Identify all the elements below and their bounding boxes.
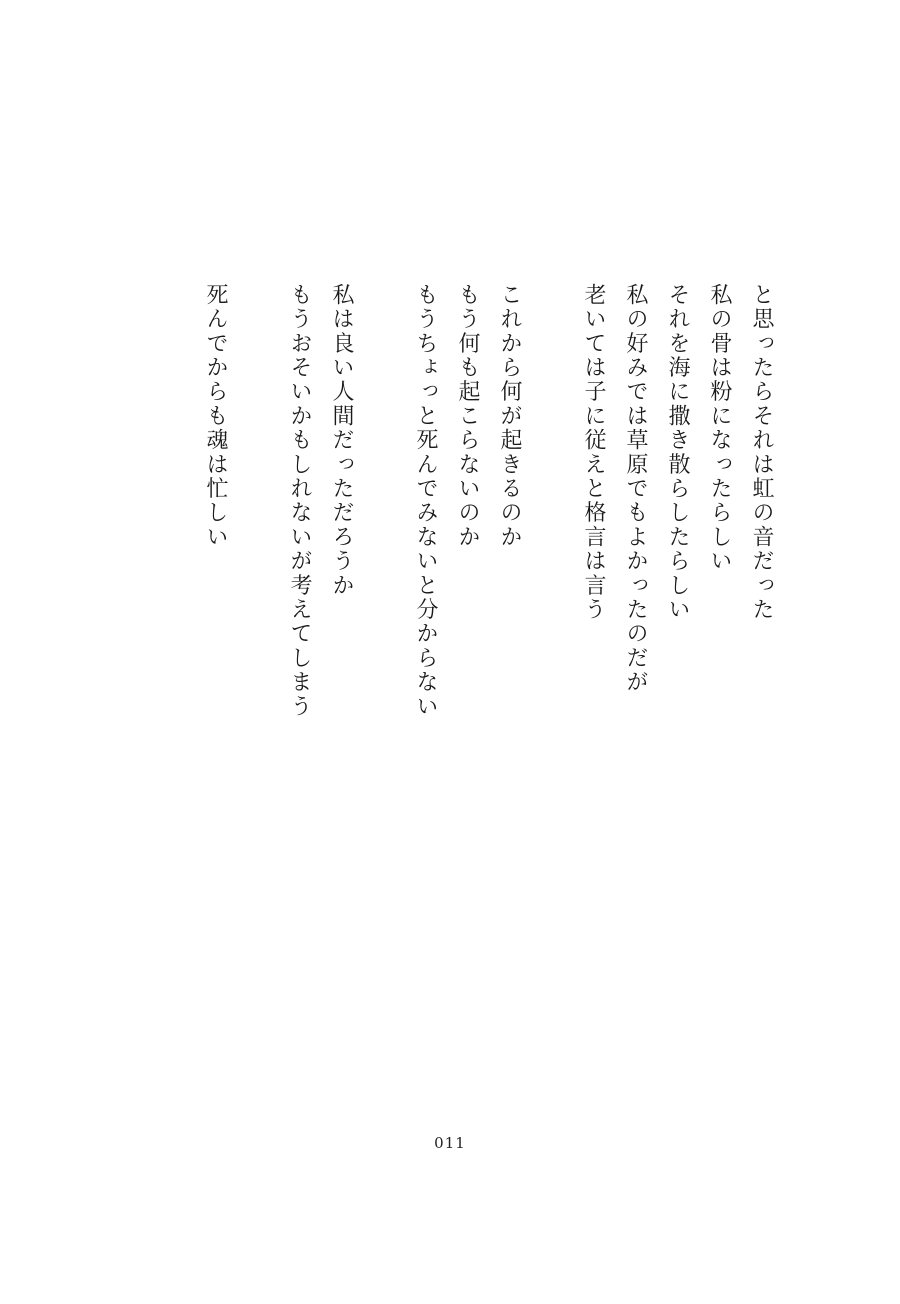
stanza-1 [572,283,782,753]
poem-line: もう何も起こらないのか [455,283,480,550]
stanza-3 [278,283,362,753]
poem-line: 私の好みでは草原でもよかったのだが [623,283,648,695]
poem-line: と思ったらそれは虹の音だった [749,283,774,622]
poem-line: もうちょっと死んでみないと分からない [413,283,438,719]
stanza-2 [404,283,530,753]
poem-line: 私の骨は粉になったらしい [707,283,732,574]
poem-line: 私は良い人間だっただろうか [329,283,354,598]
poem-line: それを海に撒き散らしたらしい [665,283,690,622]
poem-line: もうおそいかもしれないが考えてしまう [287,283,312,719]
poem-line: 死んでからも魂は忙しい [203,283,228,550]
poem-body [194,283,782,753]
poem-line: 老いては子に従えと格言は言う [581,283,606,622]
page-number: 011 [434,1134,466,1152]
poem-line: これから何が起きるのか [497,283,522,550]
stanza-4 [194,283,236,753]
